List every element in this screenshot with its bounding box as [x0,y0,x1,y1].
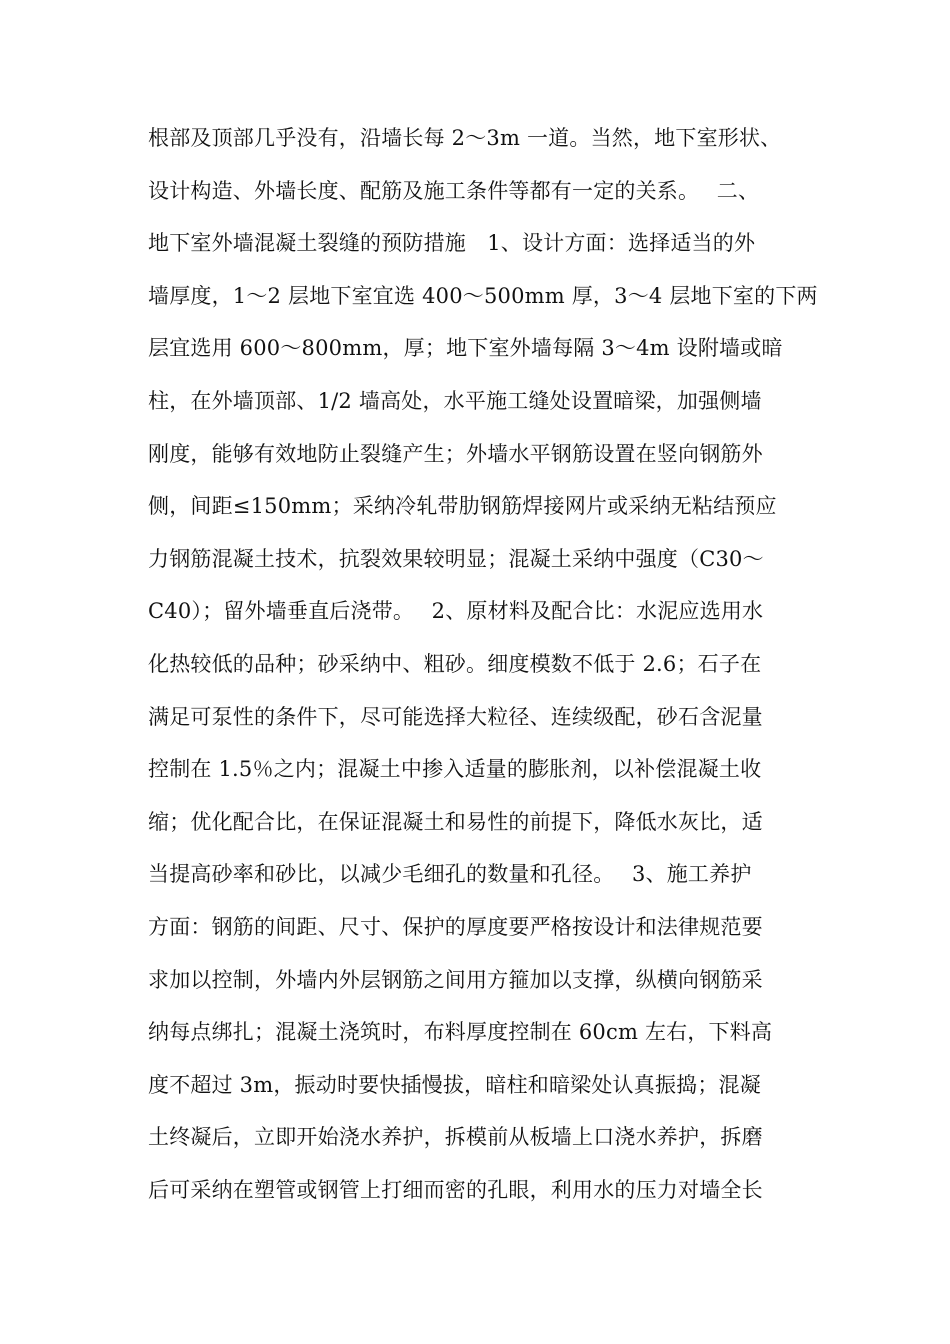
body-paragraph [148,112,818,1216]
text-line: 后可采纳在塑管或钢管上打细而密的孔眼，利用水的压力对墙全长 [148,1177,763,1202]
text-line: 刚度，能够有效地防止裂缝产生；外墙水平钢筋设置在竖向钢筋外 [148,441,763,466]
text-line: 土终凝后，立即开始浇水养护，拆模前从板墙上口浇水养护，拆磨 [148,1125,763,1150]
text-line: 侧，间距≤150mm；采纳冷轧带肋钢筋焊接网片或采纳无粘结预应 [148,494,777,519]
text-line: 柱，在外墙顶部、1/2 墙高处，水平施工缝处设置暗梁，加强侧墙 [148,388,762,413]
text-line: 根部及顶部几乎没有，沿墙长每 2～3m 一道。当然，地下室形状、 [148,126,782,150]
text-line: 满足可泵性的条件下，尽可能选择大粒径、连续级配，砂石含泥量 [148,704,763,729]
text-line: 控制在 1.5％之内；混凝土中掺入适量的膨胀剂，以补偿混凝土收 [148,757,762,782]
text-line: 设计构造、外墙长度、配筋及施工条件等都有一定的关系。 二、 [148,178,760,203]
text-line: C40）；留外墙垂直后浇带。 2、原材料及配合比：水泥应选用水 [148,599,764,624]
text-line: 度不超过 3m，振动时要快插慢拔，暗柱和暗梁处认真振捣；混凝 [148,1072,761,1097]
text-line: 层宜选用 600～800mm，厚；地下室外墙每隔 3～4m 设附墙或暗 [148,336,783,361]
text-line: 求加以控制，外墙内外层钢筋之间用方箍加以支撑，纵横向钢筋采 [148,967,763,992]
text-line: 化热较低的品种；砂采纳中、粗砂。细度模数不低于 2.6；石子在 [148,651,762,676]
text-line: 纳每点绑扎；混凝土浇筑时，布料厚度控制在 60cm 左右，下料高 [148,1020,773,1045]
text-line: 缩；优化配合比，在保证混凝土和易性的前提下，降低水灰比，适 [148,809,763,834]
text-line: 墙厚度，1～2 层地下室宜选 400～500mm 厚，3～4 层地下室的下两 [148,283,818,308]
text-line: 地下室外墙混凝土裂缝的预防措施 1、设计方面：选择适当的外 [148,231,756,256]
text-line: 当提高砂率和砂比，以减少毛细孔的数量和孔径。 3、施工养护 [148,862,752,887]
text-line: 力钢筋混凝土技术，抗裂效果较明显；混凝土采纳中强度（C30～ [148,546,764,571]
text-line: 方面：钢筋的间距、尺寸、保护的厚度要严格按设计和法律规范要 [148,914,763,939]
